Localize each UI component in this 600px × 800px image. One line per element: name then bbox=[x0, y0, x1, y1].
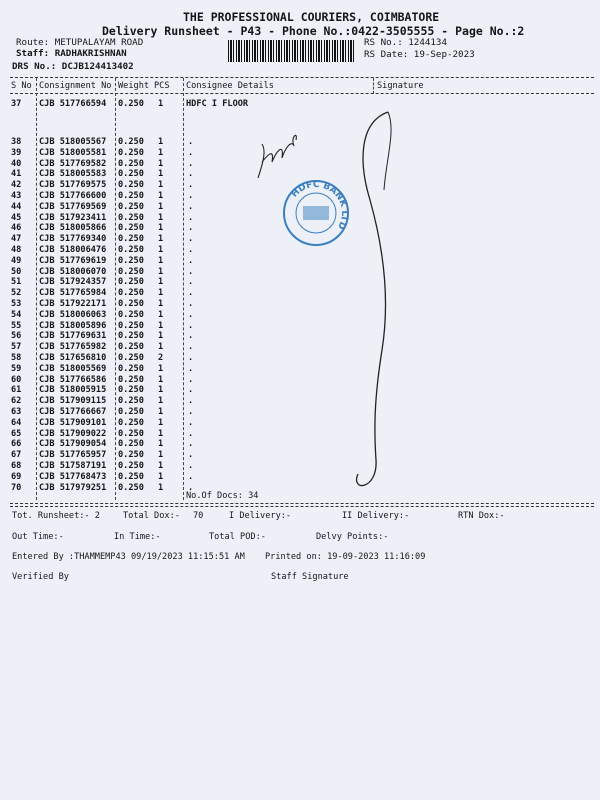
row-pcs: 1 bbox=[158, 309, 164, 320]
row-cons: CJB 517769575 bbox=[39, 180, 107, 191]
row-details: . bbox=[188, 471, 194, 482]
row-cons: CJB 517769582 bbox=[39, 158, 107, 169]
col-sno: S No bbox=[11, 81, 32, 91]
row-sno: 65 bbox=[11, 428, 22, 439]
verified-by: Verified By bbox=[12, 572, 69, 582]
row-details: . bbox=[188, 342, 194, 353]
header-rule-bottom bbox=[10, 93, 594, 94]
row-sno: 49 bbox=[11, 255, 22, 266]
row-details: . bbox=[188, 169, 194, 180]
row-details: . bbox=[188, 407, 194, 417]
column-divider bbox=[373, 78, 374, 94]
row-cons: CJB 517909115 bbox=[39, 396, 107, 407]
row-details: . bbox=[188, 288, 194, 299]
row-pcs: 1 bbox=[158, 342, 164, 353]
row-weight: 0.250 bbox=[118, 266, 144, 277]
row-weight: 0.250 bbox=[118, 212, 144, 223]
row-cons: CJB 517765982 bbox=[39, 342, 107, 353]
row-details: . bbox=[188, 461, 194, 471]
header-rule-top bbox=[10, 77, 594, 78]
row-cons: CJB 518006476 bbox=[39, 245, 107, 255]
row-details: HDFC I FLOOR bbox=[186, 99, 249, 109]
row-details: . bbox=[188, 385, 194, 396]
row-cons: CJB 517909022 bbox=[39, 428, 107, 439]
signature-scribble bbox=[250, 100, 410, 500]
row-cons: CJB 517766586 bbox=[39, 374, 107, 385]
row-sno: 70 bbox=[11, 482, 22, 493]
in-time: In Time:- bbox=[114, 532, 161, 542]
row-cons: CJB 517765984 bbox=[39, 288, 107, 299]
row-pcs: 1 bbox=[158, 299, 164, 309]
row-cons: CJB 518006070 bbox=[39, 266, 107, 277]
row-details: . bbox=[188, 201, 194, 212]
row-details: . bbox=[188, 180, 194, 191]
row-details: . bbox=[188, 158, 194, 169]
row-weight: 0.250 bbox=[118, 331, 144, 342]
row-pcs: 1 bbox=[158, 201, 164, 212]
row-weight: 0.250 bbox=[118, 439, 144, 450]
row-weight: 0.250 bbox=[118, 461, 144, 471]
row-pcs: 1 bbox=[158, 439, 164, 450]
row-pcs: 1 bbox=[158, 180, 164, 191]
row-details: . bbox=[188, 309, 194, 320]
row-pcs: 1 bbox=[158, 234, 164, 245]
row-pcs: 1 bbox=[158, 266, 164, 277]
row-cons: CJB 517909054 bbox=[39, 439, 107, 450]
row-details: . bbox=[188, 147, 194, 158]
row-pcs: 2 bbox=[158, 353, 164, 363]
row-cons: CJB 517769631 bbox=[39, 331, 107, 342]
row-details: . bbox=[188, 137, 194, 147]
row-pcs: 1 bbox=[158, 158, 164, 169]
row-sno: 42 bbox=[11, 180, 22, 191]
footer-rule bbox=[10, 503, 594, 504]
row-pcs: 1 bbox=[158, 363, 164, 374]
row-pcs: 1 bbox=[158, 147, 164, 158]
row-weight: 0.250 bbox=[118, 342, 144, 353]
row-weight: 0.250 bbox=[118, 471, 144, 482]
row-pcs: 1 bbox=[158, 407, 164, 417]
row-pcs: 1 bbox=[158, 320, 164, 331]
row-sno: 39 bbox=[11, 147, 22, 158]
row-details: . bbox=[188, 234, 194, 245]
row-sno: 55 bbox=[11, 320, 22, 331]
row-cons: CJB 518005866 bbox=[39, 223, 107, 234]
row-sno: 52 bbox=[11, 288, 22, 299]
row-sno: 62 bbox=[11, 396, 22, 407]
row-details: . bbox=[188, 266, 194, 277]
row-details: . bbox=[188, 255, 194, 266]
row-details: . bbox=[188, 191, 194, 201]
col-consignee: Consignee Details bbox=[186, 81, 274, 91]
total-dox-value: 70 bbox=[193, 511, 204, 521]
row-weight: 0.250 bbox=[118, 482, 144, 493]
row-pcs: 1 bbox=[158, 482, 164, 493]
row-cons: CJB 517766600 bbox=[39, 191, 107, 201]
row-cons: CJB 517769619 bbox=[39, 255, 107, 266]
row-pcs: 1 bbox=[158, 99, 164, 109]
row-sno: 54 bbox=[11, 309, 22, 320]
out-time: Out Time:- bbox=[12, 532, 64, 542]
row-sno: 47 bbox=[11, 234, 22, 245]
row-sno: 43 bbox=[11, 191, 22, 201]
row-sno: 58 bbox=[11, 353, 22, 363]
bank-stamp bbox=[281, 178, 351, 248]
row-sno: 51 bbox=[11, 277, 22, 288]
svg-text:HDFC BANK LTD: HDFC BANK LTD bbox=[289, 179, 350, 231]
delvy-points: Delvy Points:- bbox=[316, 532, 389, 542]
row-sno: 67 bbox=[11, 450, 22, 461]
row-details: . bbox=[188, 353, 194, 363]
row-cons: CJB 518005915 bbox=[39, 385, 107, 396]
row-sno: 50 bbox=[11, 266, 22, 277]
row-cons: CJB 518005569 bbox=[39, 363, 107, 374]
row-pcs: 1 bbox=[158, 450, 164, 461]
row-sno: 53 bbox=[11, 299, 22, 309]
row-weight: 0.250 bbox=[118, 234, 144, 245]
row-sno: 37 bbox=[11, 99, 22, 109]
row-details: . bbox=[188, 482, 194, 493]
row-weight: 0.250 bbox=[118, 180, 144, 191]
row-weight: 0.250 bbox=[118, 137, 144, 147]
row-pcs: 1 bbox=[158, 191, 164, 201]
row-weight: 0.250 bbox=[118, 245, 144, 255]
row-sno: 44 bbox=[11, 201, 22, 212]
row-sno: 64 bbox=[11, 417, 22, 428]
row-cons: CJB 517656810 bbox=[39, 353, 107, 363]
row-weight: 0.250 bbox=[118, 99, 144, 109]
row-cons: CJB 518005896 bbox=[39, 320, 107, 331]
row-weight: 0.250 bbox=[118, 223, 144, 234]
rtn-dox: RTN Dox:- bbox=[458, 511, 505, 521]
row-cons: CJB 517769569 bbox=[39, 201, 107, 212]
row-sno: 41 bbox=[11, 169, 22, 180]
row-pcs: 1 bbox=[158, 245, 164, 255]
company-name: THE PROFESSIONAL COURIERS, COIMBATORE bbox=[183, 10, 440, 24]
row-consignment: CJB 517766594 bbox=[39, 99, 107, 109]
row-weight: 0.250 bbox=[118, 385, 144, 396]
row-weight: 0.250 bbox=[118, 396, 144, 407]
route-label: Route: METUPALAYAM ROAD bbox=[16, 37, 144, 48]
row-weight: 0.250 bbox=[118, 158, 144, 169]
row-pcs: 1 bbox=[158, 385, 164, 396]
row-weight: 0.250 bbox=[118, 288, 144, 299]
row-pcs: 1 bbox=[158, 288, 164, 299]
row-sno: 56 bbox=[11, 331, 22, 342]
col-weight: Weight bbox=[118, 81, 150, 91]
col-pcs: PCS bbox=[154, 81, 170, 91]
row-cons: CJB 517979251 bbox=[39, 482, 107, 493]
row-sno: 38 bbox=[11, 137, 22, 147]
row-weight: 0.250 bbox=[118, 201, 144, 212]
row-cons: CJB 517765957 bbox=[39, 450, 107, 461]
row-details: . bbox=[188, 450, 194, 461]
row-details: . bbox=[188, 223, 194, 234]
row-weight: 0.250 bbox=[118, 255, 144, 266]
row-pcs: 1 bbox=[158, 277, 164, 288]
row-sno: 61 bbox=[11, 385, 22, 396]
row-cons: CJB 517924357 bbox=[39, 277, 107, 288]
row-details: . bbox=[188, 417, 194, 428]
row-pcs: 1 bbox=[158, 471, 164, 482]
row-cons: CJB 517909101 bbox=[39, 417, 107, 428]
col-signature: Signature bbox=[377, 81, 424, 91]
printed-on: Printed on: 19-09-2023 11:16:09 bbox=[265, 552, 426, 562]
row-cons: CJB 517768473 bbox=[39, 471, 107, 482]
row-details: . bbox=[188, 396, 194, 407]
row-pcs: 1 bbox=[158, 169, 164, 180]
row-sno: 45 bbox=[11, 212, 22, 223]
row-weight: 0.250 bbox=[118, 320, 144, 331]
row-cons: CJB 518005581 bbox=[39, 147, 107, 158]
row-cons: CJB 517922171 bbox=[39, 299, 107, 309]
no-of-docs: No.Of Docs: 34 bbox=[186, 491, 259, 501]
row-pcs: 1 bbox=[158, 461, 164, 471]
row-details: . bbox=[188, 245, 194, 255]
row-cons: CJB 518005583 bbox=[39, 169, 107, 180]
row-weight: 0.250 bbox=[118, 147, 144, 158]
tot-runsheet: Tot. Runsheet:- 2 bbox=[12, 511, 100, 521]
row-sno: 66 bbox=[11, 439, 22, 450]
rs-date: RS Date: 19-Sep-2023 bbox=[364, 49, 475, 60]
row-pcs: 1 bbox=[158, 255, 164, 266]
row-details: . bbox=[188, 439, 194, 450]
row-pcs: 1 bbox=[158, 137, 164, 147]
rs-number: RS No.: 1244134 bbox=[364, 37, 447, 48]
row-details: . bbox=[188, 331, 194, 342]
ii-delivery: II Delivery:- bbox=[342, 511, 410, 521]
row-details: . bbox=[188, 374, 194, 385]
row-sno: 63 bbox=[11, 407, 22, 417]
row-weight: 0.250 bbox=[118, 450, 144, 461]
row-pcs: 1 bbox=[158, 417, 164, 428]
runsheet-subtitle: Delivery Runsheet - P43 - Phone No.:0422-3505555 - Page No.:2 bbox=[102, 24, 525, 38]
row-sno: 69 bbox=[11, 471, 22, 482]
row-details: . bbox=[188, 212, 194, 223]
row-weight: 0.250 bbox=[118, 309, 144, 320]
row-pcs: 1 bbox=[158, 396, 164, 407]
row-sno: 48 bbox=[11, 245, 22, 255]
row-details: . bbox=[188, 320, 194, 331]
row-cons: CJB 517587191 bbox=[39, 461, 107, 471]
entered-by: Entered By :THAMMEMP43 09/19/2023 11:15:51 AM bbox=[12, 552, 245, 562]
barcode bbox=[228, 40, 356, 62]
row-cons: CJB 517766667 bbox=[39, 407, 107, 417]
row-weight: 0.250 bbox=[118, 363, 144, 374]
row-sno: 57 bbox=[11, 342, 22, 353]
row-details: . bbox=[188, 363, 194, 374]
row-weight: 0.250 bbox=[118, 299, 144, 309]
i-delivery: I Delivery:- bbox=[229, 511, 292, 521]
row-details: . bbox=[188, 277, 194, 288]
row-weight: 0.250 bbox=[118, 374, 144, 385]
row-weight: 0.250 bbox=[118, 191, 144, 201]
row-cons: CJB 518005567 bbox=[39, 137, 107, 147]
row-weight: 0.250 bbox=[118, 407, 144, 417]
staff-label: Staff: RADHAKRISHNAN bbox=[16, 48, 127, 59]
row-pcs: 1 bbox=[158, 223, 164, 234]
row-weight: 0.250 bbox=[118, 428, 144, 439]
drs-number: DRS No.: DCJB124413402 bbox=[12, 61, 134, 72]
row-weight: 0.250 bbox=[118, 353, 144, 363]
total-pod: Total POD:- bbox=[209, 532, 266, 542]
row-cons: CJB 517769340 bbox=[39, 234, 107, 245]
row-pcs: 1 bbox=[158, 374, 164, 385]
footer-rule bbox=[10, 506, 594, 507]
row-details: . bbox=[188, 428, 194, 439]
row-sno: 46 bbox=[11, 223, 22, 234]
row-weight: 0.250 bbox=[118, 169, 144, 180]
staff-signature: Staff Signature bbox=[271, 572, 349, 582]
total-dox-label: Total Dox:- bbox=[123, 511, 180, 521]
row-cons: CJB 517923411 bbox=[39, 212, 107, 223]
col-consignment: Consignment No bbox=[39, 81, 112, 91]
row-details: . bbox=[188, 299, 194, 309]
row-cons: CJB 518006063 bbox=[39, 309, 107, 320]
row-sno: 60 bbox=[11, 374, 22, 385]
row-sno: 59 bbox=[11, 363, 22, 374]
row-pcs: 1 bbox=[158, 331, 164, 342]
table-header bbox=[0, 81, 600, 92]
row-pcs: 1 bbox=[158, 428, 164, 439]
row-sno: 68 bbox=[11, 461, 22, 471]
row-weight: 0.250 bbox=[118, 277, 144, 288]
row-weight: 0.250 bbox=[118, 417, 144, 428]
row-sno: 40 bbox=[11, 158, 22, 169]
row-pcs: 1 bbox=[158, 212, 164, 223]
